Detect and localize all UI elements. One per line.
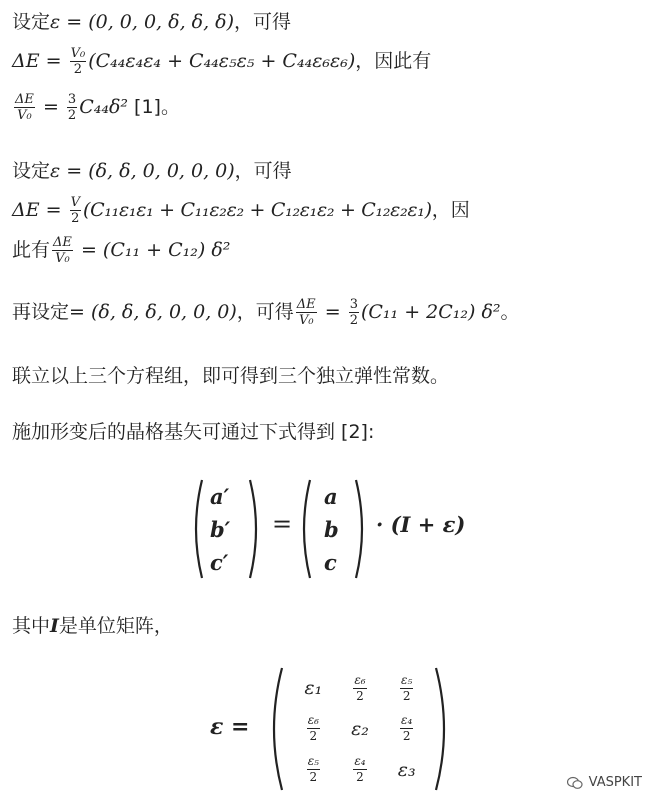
p1-l3-eq: = — [42, 96, 59, 118]
p2-l1-suffix: ，可得 — [234, 160, 292, 182]
p1-l3-ref: [1]。 — [128, 96, 180, 118]
frac-den: 2 — [356, 770, 364, 785]
p1-l2-math: (C₄₄ε₄ε₄ + C₄₄ε₅ε₅ + C₄₄ε₆ε₆) — [88, 50, 356, 72]
frac-den: 2 — [67, 108, 77, 123]
p1-line2 — [12, 46, 431, 77]
paren-right-1 — [250, 480, 256, 578]
frac-num: V₀ — [70, 46, 86, 61]
frac-num: ΔE — [53, 235, 72, 250]
p2-l2-suffix: ，因 — [431, 199, 470, 221]
strain-matrix-grid — [290, 668, 430, 790]
frac-den: 2 — [73, 62, 83, 77]
strain-cell — [400, 713, 413, 744]
p2-l2-frac — [70, 195, 81, 226]
strain-paren-left — [274, 668, 282, 790]
frac-num: ε₆ — [354, 672, 366, 687]
frac-den: 2 — [356, 688, 364, 703]
p2-l2-math: (C₁₁ε₁ε₁ + C₁₁ε₂ε₂ + C₁₂ε₁ε₂ + C₁₂ε₂ε₁) — [83, 199, 432, 221]
p1-l3-math: C₄₄δ² — [79, 96, 129, 118]
lhs-c-prime: c′ — [210, 550, 229, 575]
frac-num: ε₄ — [401, 713, 413, 728]
wechat-icon — [567, 776, 583, 790]
p2-l1-math: ε = (δ, δ, 0, 0, 0, 0) — [50, 160, 235, 182]
paren-right-2 — [356, 480, 362, 578]
frac-den: V₀ — [17, 108, 32, 123]
p2-line3 — [12, 235, 230, 266]
p6-suffix: 是单位矩阵， — [58, 615, 173, 637]
p6-prefix: 其中 — [12, 615, 51, 637]
frac-den: V₀ — [55, 251, 70, 266]
p1-l3-frac — [14, 92, 35, 123]
strain-cell: ε₂ — [351, 717, 369, 740]
strain-cell: ε₃ — [397, 758, 416, 781]
p1-l1-suffix: ，可得 — [234, 11, 292, 33]
frac-den: 2 — [71, 211, 80, 226]
strain-cell — [353, 673, 366, 704]
strain-equation — [210, 664, 460, 794]
frac-num: ε₅ — [401, 672, 413, 687]
rhs-a: a — [324, 484, 338, 509]
p1-l1-prefix: 设定 — [12, 11, 51, 33]
p6-line — [12, 612, 173, 640]
lhs-a-prime: a′ — [210, 484, 230, 509]
frac-den: 2 — [349, 313, 358, 328]
p3-coef — [349, 297, 359, 328]
strain-cell — [307, 754, 320, 785]
frac-num: ε₅ — [307, 754, 319, 769]
frac-den: 2 — [309, 770, 318, 785]
p2-l1-prefix: 设定 — [12, 160, 51, 182]
frac-den: 2 — [309, 729, 318, 744]
frac-num: ΔE — [296, 297, 316, 312]
strain-cell: ε₁ — [304, 677, 323, 700]
p1-line3 — [12, 92, 180, 123]
basis-tail: · (I + ε) — [376, 512, 466, 537]
p1-line1 — [12, 8, 291, 36]
p2-l2-lhs: ΔE = — [12, 199, 62, 221]
frac-num: ΔE — [15, 92, 34, 107]
lhs-b-prime: b′ — [210, 517, 231, 542]
p3-eq: = — [324, 301, 341, 323]
frac-den: 2 — [402, 729, 411, 744]
p6-symbol: I — [50, 615, 59, 637]
p1-l2-suffix: ，因此有 — [355, 50, 432, 72]
p2-l3-frac — [52, 235, 73, 266]
p3-mid: ，可得 — [236, 301, 294, 323]
p3-suffix: 。 — [500, 301, 520, 323]
frac-num: V — [70, 195, 80, 210]
rhs-c: c — [324, 550, 337, 575]
p4-text: 联立以上三个方程组，即可得到三个独立弹性常数。 — [12, 365, 450, 387]
strain-cell — [307, 713, 320, 744]
basis-equation — [188, 474, 488, 584]
watermark-text: VASPKIT — [588, 775, 642, 790]
p2-l3-prefix: 此有 — [12, 239, 51, 261]
p3-line — [12, 297, 520, 328]
p1-l2-lhs: ΔE = — [12, 50, 62, 72]
p3-prefix: 再设定 — [12, 301, 70, 323]
p3-math2: (C₁₁ + 2C₁₂) δ² — [360, 301, 501, 323]
frac-num: ε₆ — [307, 713, 319, 728]
p1-l1-math: ε = (0, 0, 0, δ, δ, δ) — [50, 11, 235, 33]
strain-paren-right — [436, 668, 444, 790]
paren-left-1 — [196, 480, 202, 578]
p3-frac — [296, 297, 317, 328]
frac-num: ε₄ — [354, 754, 366, 769]
p1-l3-coef — [67, 92, 77, 123]
lhs-vector — [210, 480, 230, 579]
p2-l3-math: = (C₁₁ + C₁₂) δ² — [80, 239, 231, 261]
frac-den: 2 — [402, 688, 411, 703]
paren-left-2 — [304, 480, 310, 578]
rhs-b: b — [324, 517, 339, 542]
watermark — [567, 775, 642, 790]
frac-den: V₀ — [298, 313, 314, 328]
p3-math1: = (δ, δ, δ, 0, 0, 0) — [69, 301, 237, 323]
basis-eq-sign: = — [272, 510, 293, 538]
frac-num: 3 — [349, 297, 358, 312]
strain-cell — [400, 673, 413, 704]
p5-text: 施加形变后的晶格基矢可通过下式得到 [2]: — [12, 421, 375, 443]
rhs-vector — [324, 480, 339, 579]
frac-num: 3 — [67, 92, 77, 107]
p2-line1 — [12, 157, 292, 185]
strain-lhs: ε = — [210, 714, 250, 740]
p1-l2-frac — [70, 46, 87, 77]
p2-line2 — [12, 195, 470, 226]
strain-cell — [353, 754, 366, 785]
